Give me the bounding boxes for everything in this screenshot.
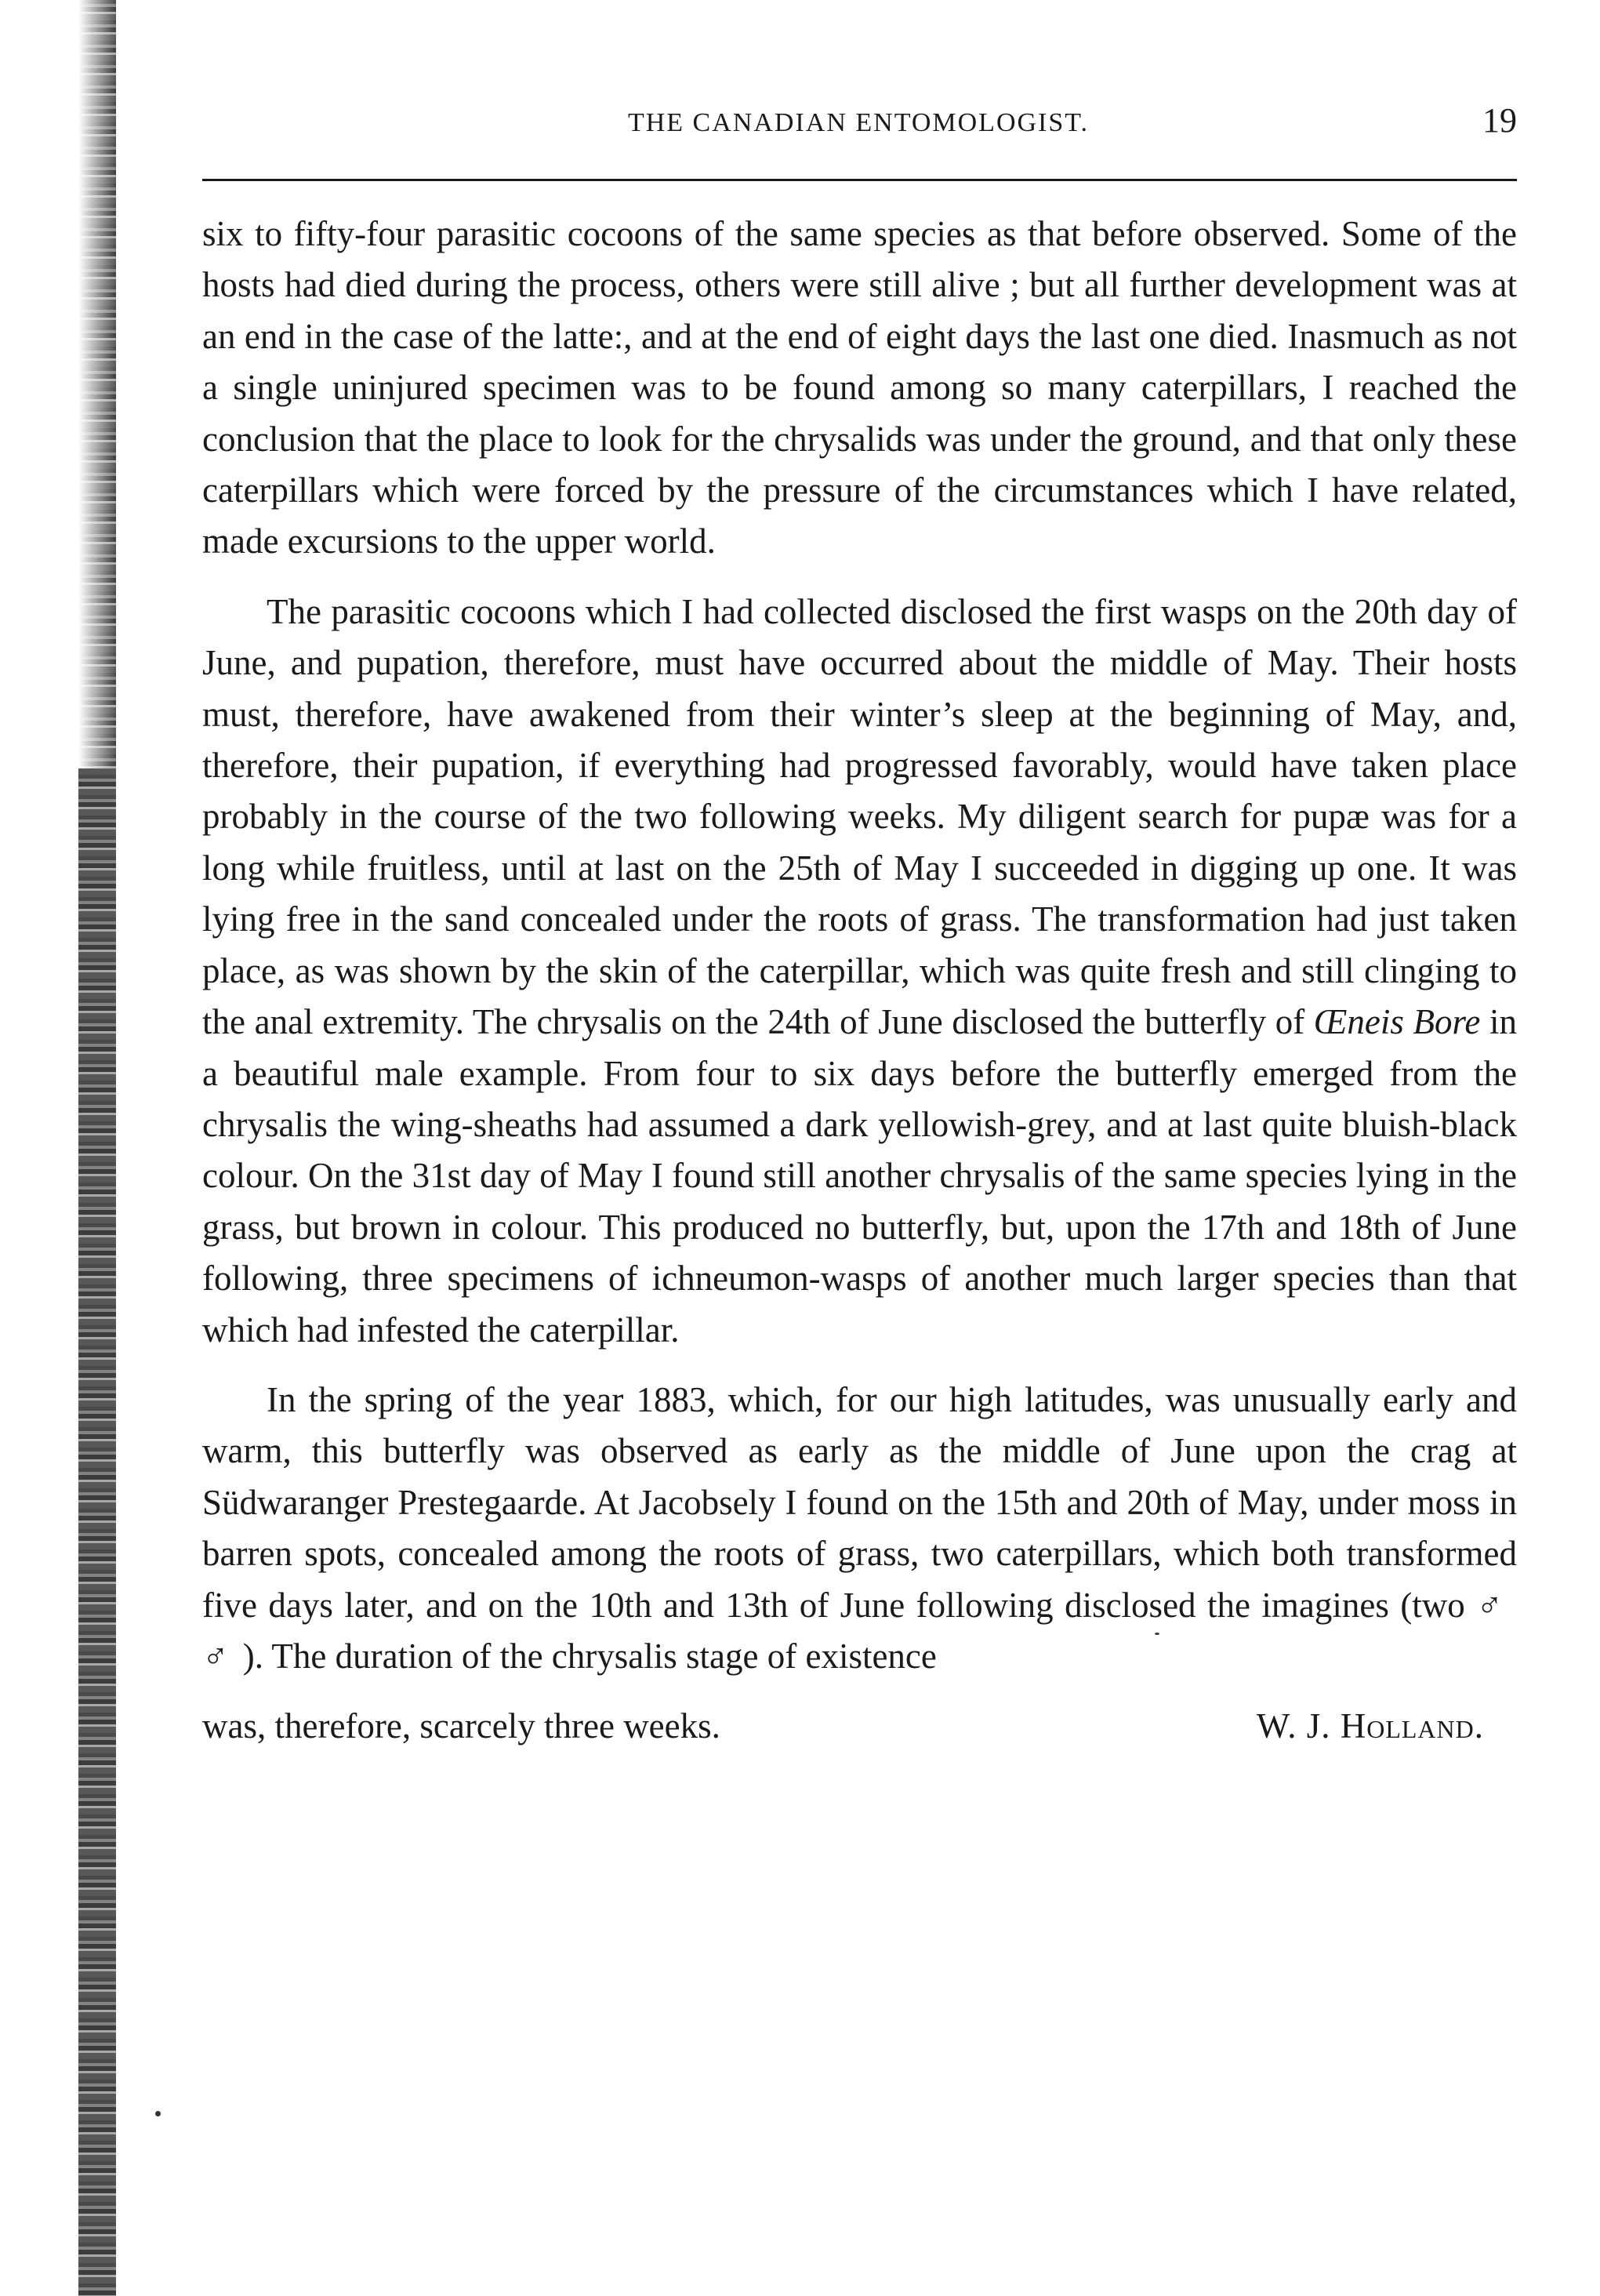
- page-header: [200, 100, 1517, 163]
- author-signature: W. J. Holland.: [1256, 1706, 1484, 1746]
- binding-fade: [78, 0, 116, 768]
- article-body: [202, 209, 1517, 1753]
- paragraph-3: [202, 1375, 1517, 1682]
- header-rule: [202, 179, 1517, 181]
- closing-line: [202, 1701, 1517, 1752]
- male-symbols: ♂ ♂: [202, 1585, 1518, 1676]
- paragraph-2: [202, 587, 1517, 1356]
- running-title: THE CANADIAN ENTOMOLOGIST.: [627, 108, 1090, 137]
- paragraph-3-text-a: In the spring of the year 1883, which, for our high latitudes, was unusually early and warm, this butterfly was observed as early as the middle of June upon the crag at Südwaranger Prestegaarde. At Jacobsely I found on the 15th and 20th of May, under moss in barren spots, concealed among the roots of grass, two caterpillars, which both transformed five days later, and on the 10th and 13th of June following disclosed the imagines (two: [202, 1379, 1517, 1625]
- page-number: 19: [1482, 101, 1517, 140]
- paragraph-2-text-a: The parasitic cocoons which I had collected disclosed the first wasps on the 20th day of June, and pupation, therefore, must have occurred about the middle of May. Their hosts must, therefore, have awakened from their winter’s sleep at the beginning of May, and, therefore, their pupation, if everything had progressed favorably, would have taken place probably in the course of the two following weeks. My diligent search for pupæ was for a long while fruitless, until at last on the 25th of May I succeeded in digging up one. It was lying free in the sand concealed under the roots of grass. The transformation had just taken place, as was shown by the skin of the caterpillar, which was quite fresh and still clinging to the anal extremity. The chrysalis on the 24th of June disclosed the butterfly of: [202, 591, 1517, 1042]
- paragraph-3-text-b: ). The duration of the chrysalis stage of existence: [242, 1636, 937, 1676]
- paragraph-2-text-b: in a beautiful male example. From four to six days before the butterfly emerged from the chrysalis the wing-sheaths had assumed a dark yellowish-grey, and at last quite bluish-black colour. On the 31st day of May I found still another chrysalis of the same species lying in the grass, but brown in colour. This produced no butterfly, but, upon the 17th and 18th of June following, three specimens of ichneumon-wasps of another much larger species than that which had infested the caterpillar.: [202, 1002, 1518, 1350]
- paragraph-1: six to fifty-four parasitic cocoons of the same species as that before observed. Some of the hosts had died during the process, others were still alive ; but all further development was at an end in the case of the latte:, and at the end of eight days the last one died. Inasmuch as not a single uninjured specimen was to be found among so many caterpillars, I reached the conclusion that the place to look for the chrysalids was under the ground, and that only these caterpillars which were forced by the pressure of the circumstances which I have related, made excursions to the upper world.: [202, 214, 1517, 561]
- print-speck: [155, 2111, 161, 2116]
- print-speck: [1155, 1633, 1159, 1635]
- paragraph-3-last-line: was, therefore, scarcely three weeks.: [202, 1706, 720, 1746]
- species-name: Œneis Bore: [1313, 1002, 1481, 1042]
